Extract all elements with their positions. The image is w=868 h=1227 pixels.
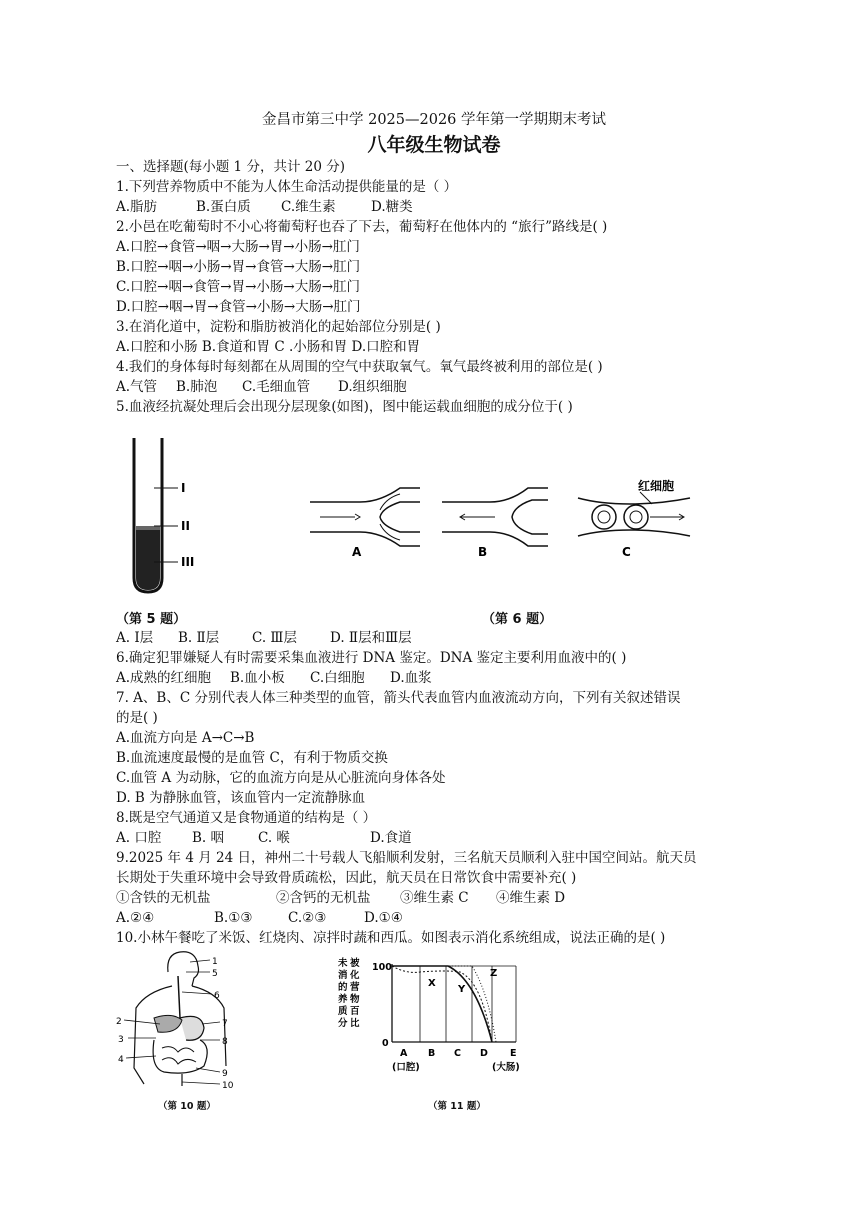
curve-y bbox=[392, 966, 492, 1042]
option: A.口腔→食管→咽→大肠→胃→小肠→肛门 bbox=[116, 239, 360, 255]
curve-label-x: X bbox=[428, 978, 436, 989]
section-heading: 一、选择题(每小题 1 分，共计 20 分) bbox=[116, 159, 345, 175]
figure-5-caption: （第 5 题） bbox=[116, 612, 187, 627]
option: C.维生素 bbox=[281, 199, 336, 215]
option: A.气管 bbox=[116, 379, 158, 395]
layer-label-1: I bbox=[181, 481, 186, 495]
curve-z bbox=[392, 966, 496, 1042]
option: C.白细胞 bbox=[310, 670, 365, 686]
choice: ④维生素 D bbox=[496, 890, 566, 906]
figure-6-vessels bbox=[300, 470, 700, 570]
organ-number: 2 bbox=[116, 1017, 122, 1027]
option: D. B 为静脉血管，该血管内一定流静脉血 bbox=[116, 790, 366, 806]
option: B.血小板 bbox=[230, 670, 285, 686]
question-1-options bbox=[116, 197, 413, 217]
x-tick: C bbox=[454, 1048, 461, 1059]
option: D.食道 bbox=[370, 830, 412, 846]
option: C.血管 A 为动脉，它的血流方向是从心脏流向身体各处 bbox=[116, 770, 446, 786]
question-10-stem: 10.小林午餐吃了米饭、红烧肉、凉拌时蔬和西瓜。如图表示消化系统组成，说法正确的是( ) bbox=[116, 930, 666, 946]
y-label-char: 物 bbox=[350, 994, 360, 1005]
option: A.血流方向是 A→C→B bbox=[116, 730, 255, 746]
question-4-options bbox=[116, 377, 407, 397]
x-sub-right: (大肠) bbox=[492, 1062, 520, 1073]
exam-subtitle: 金昌市第三中学 2025—2026 学年第一学期期末考试 bbox=[261, 112, 607, 128]
question-9-stem-line1: 9.2025 年 4 月 24 日，神州二十号载人飞船顺利发射，三名航天员顺利入驻中国空间站。航天员 bbox=[116, 850, 697, 866]
y-label-char: 营 bbox=[350, 982, 360, 993]
option: A. 口腔 bbox=[116, 830, 162, 846]
option: C.②③ bbox=[288, 910, 327, 926]
question-7-stem-line2: 的是( ) bbox=[116, 710, 158, 726]
vessel-label-a: A bbox=[352, 545, 362, 559]
option: A.脂肪 bbox=[116, 199, 158, 215]
x-tick: B bbox=[428, 1048, 436, 1059]
option: B.口腔→咽→小肠→胃→食管→大肠→肛门 bbox=[116, 259, 361, 275]
option: A. Ⅰ层 bbox=[116, 630, 154, 646]
choice: ②含钙的无机盐 bbox=[276, 890, 371, 906]
organ-number: 1 bbox=[212, 957, 218, 967]
y-label-char: 未 bbox=[338, 958, 348, 969]
curve-label-y: Y bbox=[458, 984, 466, 995]
option: D.组织细胞 bbox=[338, 379, 407, 395]
y-axis-label bbox=[337, 957, 360, 1029]
option: B.①③ bbox=[214, 910, 253, 926]
question-6-stem: 6.确定犯罪嫌疑人有时需要采集血液进行 DNA 鉴定。DNA 鉴定主要利用血液中的( ) bbox=[116, 650, 627, 666]
y-label-char: 被 bbox=[350, 958, 360, 969]
question-6-options bbox=[116, 668, 432, 688]
y-label-char: 百 bbox=[350, 1006, 360, 1017]
organ-number: 8 bbox=[222, 1037, 228, 1047]
question-8-stem: 8.既是空气通道又是食物通道的结构是（ ） bbox=[116, 810, 377, 826]
x-sub-left: (口腔) bbox=[392, 1062, 420, 1073]
question-3-stem: 3.在消化道中，淀粉和脂肪被消化的起始部位分别是( ) bbox=[116, 319, 441, 335]
figure-11-chart bbox=[336, 952, 536, 1082]
vessel-label-c: C bbox=[622, 545, 631, 559]
x-tick: E bbox=[510, 1048, 517, 1059]
vessel-label-b: B bbox=[478, 545, 488, 559]
y-label-char: 养 bbox=[338, 994, 348, 1005]
question-8-options bbox=[116, 828, 412, 848]
option: C. Ⅲ层 bbox=[252, 630, 297, 646]
question-3-options: A.口腔和小肠 B.食道和胃 C .小肠和胃 D.口腔和胃 bbox=[116, 339, 421, 355]
organ-number: 6 bbox=[214, 991, 220, 1001]
option: D.血浆 bbox=[390, 670, 432, 686]
option: C. 喉 bbox=[258, 830, 290, 846]
option: B.血流速度最慢的是血管 C，有利于物质交换 bbox=[116, 750, 388, 766]
figure-6-caption: （第 6 题） bbox=[482, 612, 553, 627]
x-tick: A bbox=[400, 1048, 408, 1059]
question-9-options bbox=[116, 908, 403, 928]
y-label-char: 质 bbox=[338, 1006, 348, 1017]
option: B. Ⅱ层 bbox=[178, 630, 220, 646]
organ-number: 4 bbox=[118, 1055, 124, 1065]
figure-5-test-tube bbox=[116, 430, 216, 600]
organ-number: 3 bbox=[118, 1035, 124, 1045]
y-label-char: 的 bbox=[338, 982, 348, 993]
y-tick-0: 0 bbox=[382, 1038, 389, 1049]
y-label-char: 比 bbox=[350, 1018, 360, 1029]
option: A.②④ bbox=[116, 910, 155, 926]
organ-number: 7 bbox=[222, 1019, 228, 1029]
rbc-label: 红细胞 bbox=[638, 479, 675, 493]
question-1-stem: 1.下列营养物质中不能为人体生命活动提供能量的是（ ） bbox=[116, 179, 458, 195]
organ-number: 5 bbox=[212, 969, 218, 979]
question-9-stem-line2: 长期处于失重环境中会导致骨质疏松，因此，航天员在日常饮食中需要补充( ) bbox=[116, 870, 577, 886]
option: D.口腔→咽→胃→食管→小肠→大肠→肛门 bbox=[116, 299, 361, 315]
y-label-char: 化 bbox=[350, 970, 360, 981]
option: D. Ⅱ层和Ⅲ层 bbox=[330, 630, 412, 646]
question-5-stem: 5.血液经抗凝处理后会出现分层现象(如图)，图中能运载血细胞的成分位于( ) bbox=[116, 399, 573, 415]
option: D.①④ bbox=[364, 910, 403, 926]
choice: ①含铁的无机盐 bbox=[116, 890, 211, 906]
y-label-char: 消 bbox=[338, 970, 348, 981]
option: B.肺泡 bbox=[176, 379, 218, 395]
organ-number: 10 bbox=[222, 1081, 234, 1091]
figure-10-digestive-system bbox=[116, 948, 246, 1093]
curve-x bbox=[392, 966, 492, 1042]
organ-number: 9 bbox=[222, 1069, 228, 1079]
question-4-stem: 4.我们的身体每时每刻都在从周围的空气中获取氧气。氧气最终被利用的部位是( ) bbox=[116, 359, 603, 375]
figure-10-caption: （第 10 题） bbox=[158, 1101, 216, 1112]
x-tick: D bbox=[480, 1048, 488, 1059]
option: B.蛋白质 bbox=[196, 199, 251, 215]
option: D.糖类 bbox=[371, 199, 413, 215]
exam-title: 八年级生物试卷 bbox=[367, 134, 501, 156]
question-5-options bbox=[116, 628, 412, 648]
option: B. 咽 bbox=[192, 830, 225, 846]
figure-11-caption: （第 11 题） bbox=[428, 1101, 486, 1112]
question-9-choices bbox=[116, 888, 565, 908]
layer-label-2: II bbox=[181, 519, 190, 533]
curve-label-z: Z bbox=[490, 968, 498, 979]
option: C.口腔→咽→食管→胃→小肠→大肠→肛门 bbox=[116, 279, 361, 295]
y-tick-100: 100 bbox=[372, 962, 392, 973]
choice: ③维生素 C bbox=[400, 890, 469, 906]
question-7-stem-line1: 7. A、B、C 分别代表人体三种类型的血管，箭头代表血管内血液流动方向，下列有关叙述错误 bbox=[116, 690, 681, 706]
option: C.毛细血管 bbox=[242, 379, 311, 395]
layer-label-3: III bbox=[181, 555, 195, 569]
option: A.成熟的红细胞 bbox=[116, 670, 212, 686]
y-label-char: 分 bbox=[338, 1018, 348, 1029]
question-2-stem: 2.小邑在吃葡萄时不小心将葡萄籽也吞了下去，葡萄籽在他体内的 “旅行”路线是( ) bbox=[116, 219, 608, 235]
